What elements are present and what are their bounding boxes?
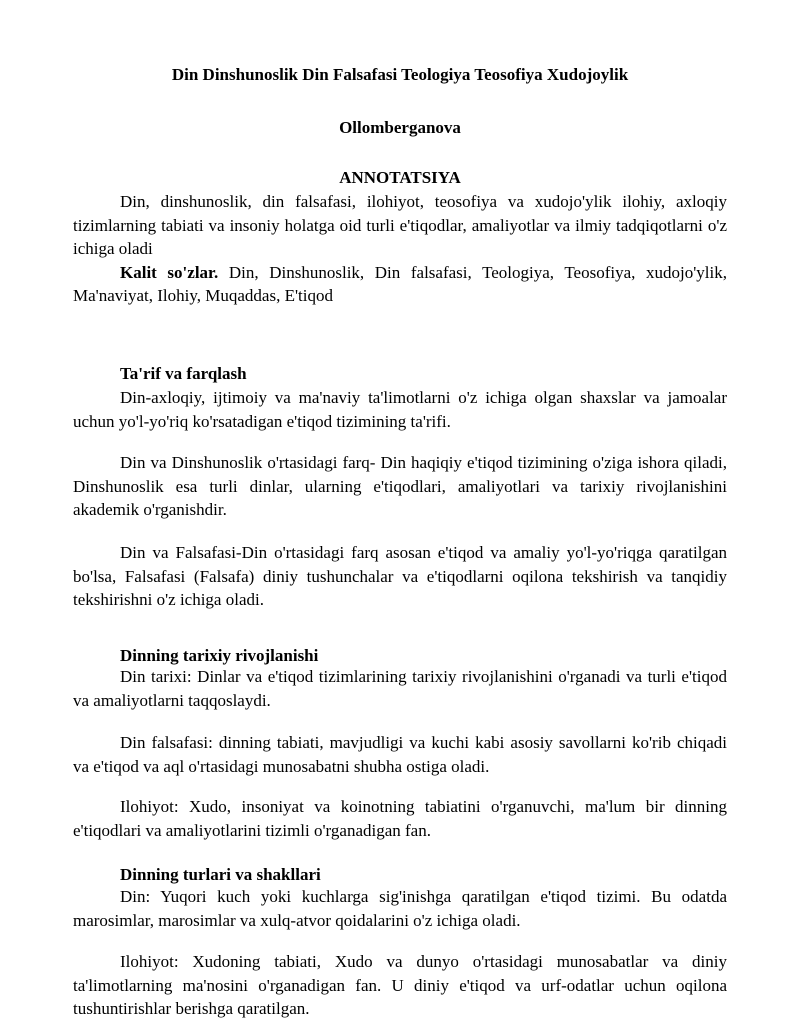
paragraph-text: Din va Dinshunoslik o'rtasidagi farq- Din haqiqiy e'tiqod tizimining o'ziga ishora qiladi, Dinshunoslik esa turli dinlar, ularning e'tiqodlari, amaliyotlari va tarixiy rivojlanishini akademik o'rganishdir. xyxy=(73,453,727,520)
section-paragraph xyxy=(73,541,727,612)
paragraph-text: Din va Falsafasi-Din o'rtasidagi farq asosan e'tiqod va amaliy yo'l-yo'riqga qaratilgan bo'lsa, Falsafasi (Falsafa) diniy tushunchalar va e'tiqodlarni oqilona tekshirish va tanqidiy tekshirishni o'z ichiga oladi. xyxy=(73,543,727,610)
paragraph-text: Ilohiyot: Xudo, insoniyat va koinotning tabiatini o'rganuvchi, ma'lum bir dinning e'tiqodlari va amaliyotlarini tizimli o'rganadigan fan. xyxy=(73,797,727,840)
paragraph-text: Din tarixi: Dinlar va e'tiqod tizimlarining tarixiy rivojlanishini o'rganadi va turli e'tiqod va amaliyotlarni taqqoslaydi. xyxy=(73,667,727,710)
keywords-label: Kalit so'zlar. xyxy=(120,262,219,282)
keywords-paragraph xyxy=(73,261,727,308)
paragraph-text: Din falsafasi: dinning tabiati, mavjudligi va kuchi kabi asosiy savollarni ko'rib chiqadi va e'tiqod va aql o'rtasidagi munosabatni shubha ostiga oladi. xyxy=(73,733,727,776)
section-paragraph xyxy=(73,731,727,778)
section-heading-definition: Ta'rif va farqlash xyxy=(120,364,247,383)
section-heading-types: Dinning turlari va shakllari xyxy=(120,865,321,884)
section-paragraph xyxy=(73,950,727,1021)
keywords-text: Din, Dinshunoslik, Din falsafasi, Teologiya, Teosofiya, xudojo'ylik, Ma'naviyat, Ilohiy, Muqaddas, E'tiqod xyxy=(73,262,727,306)
annotation-paragraph: Din, dinshunoslik, din falsafasi, ilohiyot, teosofiya va xudojo'ylik ilohiy, axloqiy tizimlarning tabiati va insoniy holatga oid turli e'tiqodlar, amaliyotlar va ilmiy tadqiqotlarni o'z ichiga oladi xyxy=(73,192,727,259)
section-heading-history: Dinning tarixiy rivojlanishi xyxy=(120,646,319,665)
section-paragraph xyxy=(73,885,727,932)
document-title: Din Dinshunoslik Din Falsafasi Teologiya Teosofiya Xudojoylik xyxy=(171,65,629,84)
annotation-block xyxy=(73,190,727,308)
document-author: Ollomberganova xyxy=(339,118,461,137)
paragraph-text: Ilohiyot: Xudoning tabiati, Xudo va dunyo o'rtasidagi munosabatlar va diniy ta'limotlarning ma'nosini o'rganadigan fan. U diniy e'tiqod va urf-odatlar uchun oqilona tushuntirishlar berishga qaratilgan. xyxy=(73,952,727,1019)
section-paragraph xyxy=(73,451,727,522)
section-paragraph xyxy=(73,665,727,712)
section-paragraph xyxy=(73,386,727,433)
annotation-heading: ANNOTATSIYA xyxy=(339,168,461,187)
paragraph-text: Din: Yuqori kuch yoki kuchlarga sig'inishga qaratilgan e'tiqod tizimi. Bu odatda marosimlar, marosimlar va xulq-atvor qoidalarini o'z ichiga oladi. xyxy=(73,887,727,930)
section-paragraph xyxy=(73,795,727,842)
paragraph-text: Din-axloqiy, ijtimoiy va ma'naviy ta'limotlarni o'z ichiga olgan shaxslar va jamoalar uchun yo'l-yo'riq ko'rsatadigan e'tiqod tizimining ta'rifi. xyxy=(73,388,727,431)
